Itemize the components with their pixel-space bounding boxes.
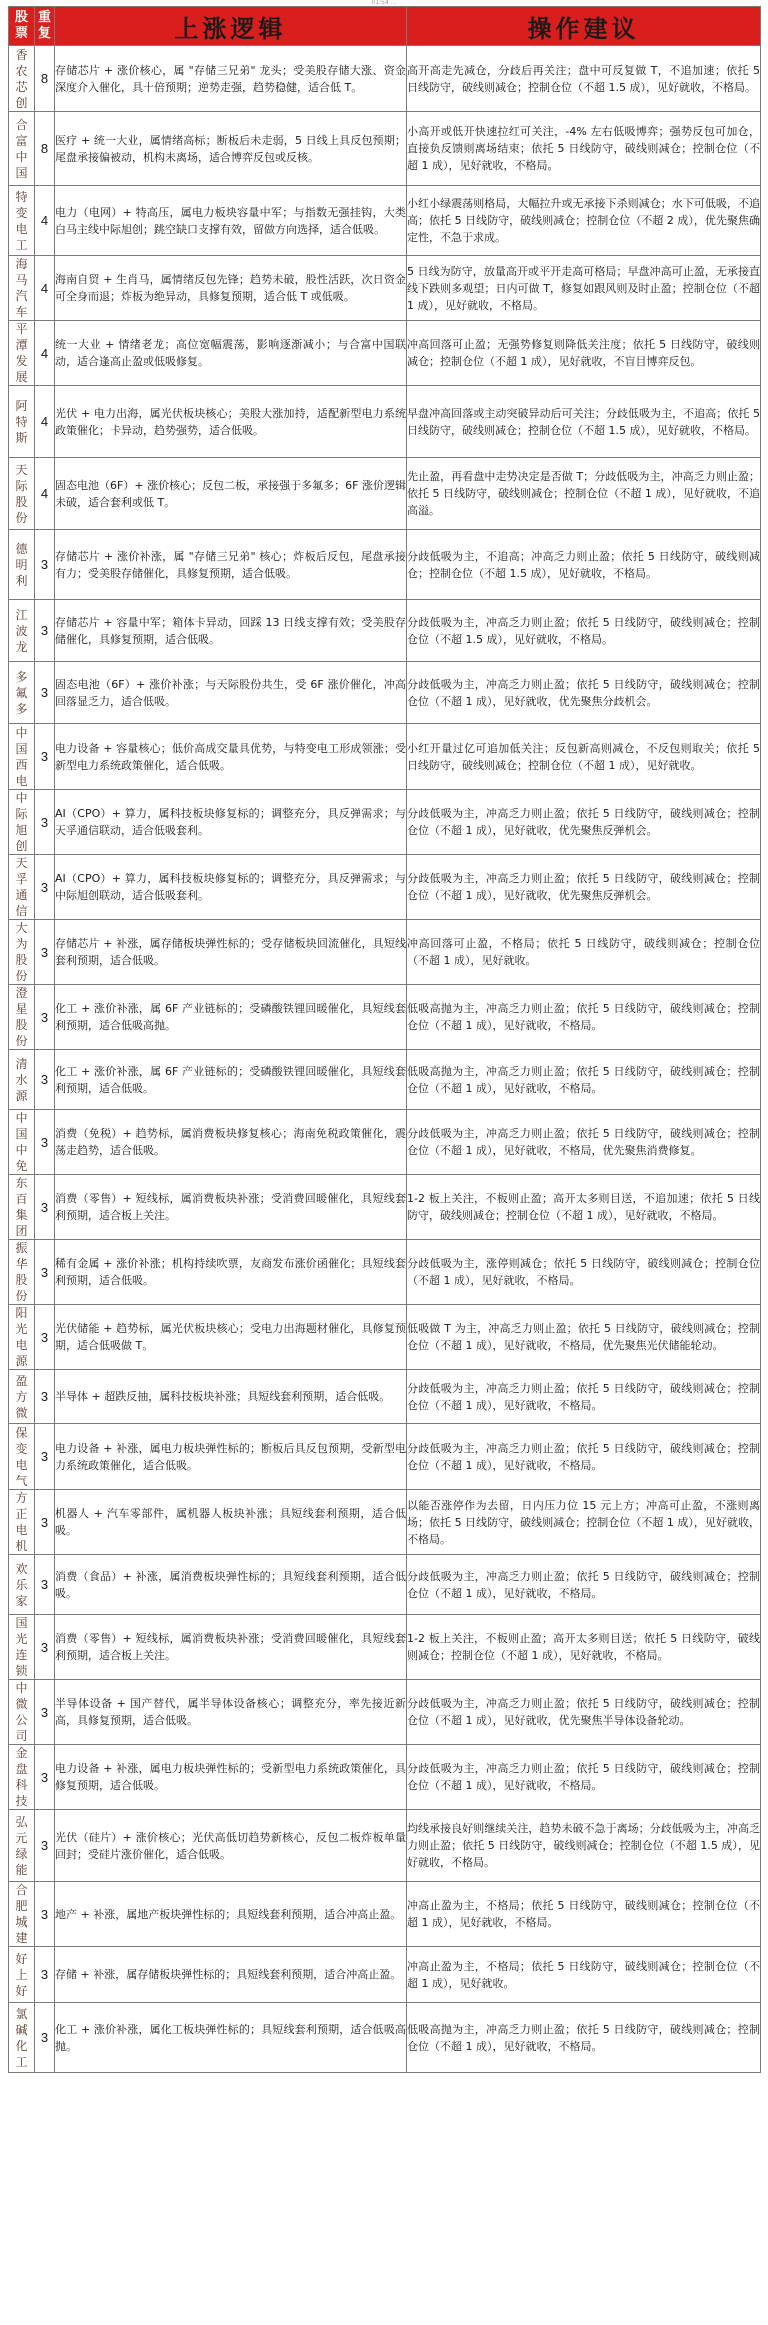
advice-text: 低吸高抛为主，冲高乏力则止盈；依托 5 日线防守，破线则减仓；控制仓位（不超 1 成），见好就收，不格局。: [407, 985, 761, 1050]
stock-name: 金盘科技: [15, 1746, 28, 1808]
advice-text: 冲高止盈为主，不格局；依托 5 日线防守，破线则减仓；控制仓位（不超 1 成），见好就收。: [407, 1947, 761, 2003]
reason-text: 消费（零售）+ 短线标，属消费板块补涨；受消费回暖催化，具短线套利预期，适合板上关注。: [55, 1615, 407, 1680]
stock-name: 国光连锁: [15, 1616, 28, 1678]
stock-name: 氯碱化工: [15, 2006, 28, 2069]
table-header-row: [9, 7, 761, 46]
stock-name: 弘元绿能: [15, 1814, 28, 1877]
reason-text: 电力设备 + 补涨，属电力板块弹性标的；受新型电力系统政策催化，具修复预期，适合低吸。: [55, 1745, 407, 1810]
advice-text: 小红开量过亿可追加低关注；反包新高则减仓，不反包则取关；依托 5 日线防守，破线则减仓；控制仓位（不超 1 成），见好就收。: [407, 724, 761, 790]
top-watermark: 01:54 …: [371, 0, 397, 6]
reason-text: 光伏 + 电力出海，属光伏板块核心；美股大涨加持，适配新型电力系统政策催化；卡异动，趋势强势，适合低吸。: [55, 386, 407, 458]
reason-text: 电力设备 + 补涨，属电力板块弹性标的；断板后具反包预期，受新型电力系统政策催化，适合低吸。: [55, 1424, 407, 1490]
reason-text: 半导体 + 超跌反抽，属科技板块补涨；具短线套利预期，适合低吸。: [55, 1370, 407, 1424]
table-row: [9, 321, 761, 386]
table-row: [9, 1305, 761, 1370]
repeat-count: 3: [35, 1555, 55, 1615]
advice-text: 分歧低吸为主，冲高乏力则止盈；依托 5 日线防守，破线则减仓；控制仓位（不超 1 成），见好就收，优先聚焦反弹机会。: [407, 855, 761, 920]
stock-name-cell: [9, 530, 35, 600]
stock-name: 中国中免: [15, 1111, 28, 1173]
advice-text: 1-2 板上关注，不板则止盈；高开太多则目送，不追加速；依托 5 日线防守，破线则减仓；控制仓位（不超 1 成），见好就收，不格局。: [407, 1175, 761, 1240]
stock-name-cell: [9, 1555, 35, 1615]
stock-name-cell: [9, 1424, 35, 1490]
stock-name-cell: [9, 2003, 35, 2073]
stock-name: 东百集团: [15, 1176, 28, 1238]
repeat-count: 3: [35, 920, 55, 985]
repeat-count: 4: [35, 186, 55, 256]
table-row: [9, 1490, 761, 1555]
advice-text: 1-2 板上关注，不板则止盈；高开太多则目送；依托 5 日线防守，破线则减仓；控制仓位（不超 1 成），见好就收，不格局。: [407, 1615, 761, 1680]
stock-name-cell: [9, 112, 35, 186]
advice-text: 低吸高抛为主，冲高乏力则止盈；依托 5 日线防守，破线则减仓；控制仓位（不超 1 成），见好就收，不格局。: [407, 2003, 761, 2073]
stock-name-cell: [9, 1175, 35, 1240]
stock-name: 中国西电: [15, 725, 28, 788]
table-body: [9, 46, 761, 2073]
stock-name-cell: [9, 985, 35, 1050]
stock-name-cell: [9, 1305, 35, 1370]
repeat-count: 8: [35, 46, 55, 112]
stock-name: 大为股份: [15, 921, 28, 983]
table-row: [9, 1947, 761, 2003]
reason-text: 稀有金属 + 涨价补涨；机构持续吹票，友商发布涨价函催化；具短线套利预期，适合低吸。: [55, 1240, 407, 1305]
reason-text: 消费（食品）+ 补涨，属消费板块弹性标的；具短线套利预期，适合低吸。: [55, 1555, 407, 1615]
repeat-count: 3: [35, 1240, 55, 1305]
stock-name-cell: [9, 1947, 35, 2003]
stock-name-cell: [9, 1240, 35, 1305]
table-row: [9, 662, 761, 724]
repeat-count: 3: [35, 2003, 55, 2073]
stock-name: 江波龙: [15, 607, 28, 654]
stock-name-cell: [9, 1050, 35, 1110]
repeat-count: 3: [35, 1175, 55, 1240]
stock-name: 多氟多: [15, 669, 28, 716]
repeat-count: 3: [35, 1110, 55, 1175]
stock-name-cell: [9, 1882, 35, 1947]
repeat-count: 3: [35, 600, 55, 662]
repeat-count: 3: [35, 1810, 55, 1882]
table-row: [9, 186, 761, 256]
reason-text: 半导体设备 + 国产替代，属半导体设备核心；调整充分，率先接近新高，具修复预期，适合低吸。: [55, 1680, 407, 1745]
repeat-count: 3: [35, 1947, 55, 2003]
stock-name: 好上好: [15, 1951, 28, 1998]
table-row: [9, 1810, 761, 1882]
stock-name-cell: [9, 1810, 35, 1882]
stock-name-cell: [9, 46, 35, 112]
stock-name-cell: [9, 386, 35, 458]
repeat-count: 3: [35, 855, 55, 920]
reason-text: 统一大业 + 情绪老龙；高位宽幅震荡，影响逐渐减小；与合富中国联动，适合逢高止盈或低吸修复。: [55, 321, 407, 386]
advice-text: 高开高走先减仓，分歧后再关注；盘中可反复做 T，不追加速；依托 5 日线防守，破线则减仓；控制仓位（不超 1.5 成），见好就收，不格局。: [407, 46, 761, 112]
stock-name: 海马汽车: [15, 257, 28, 319]
table-row: [9, 1370, 761, 1424]
reason-text: 固态电池（6F）+ 涨价核心；反包二板，承接强于多氟多；6F 涨价逻辑未破，适合套利或低 T。: [55, 458, 407, 530]
reason-text: 存储 + 补涨，属存储板块弹性标的；具短线套利预期，适合冲高止盈。: [55, 1947, 407, 2003]
stock-name-cell: [9, 855, 35, 920]
stock-name: 盈方微: [15, 1373, 28, 1420]
table-row: [9, 1240, 761, 1305]
repeat-count: 4: [35, 458, 55, 530]
repeat-count: 3: [35, 1680, 55, 1745]
table-row: [9, 1680, 761, 1745]
reason-text: 医疗 + 统一大业，属情绪高标；断板后未走弱，5 日线上具反包预期；尾盘承接偏被动，机构未离场，适合博弈反包或反核。: [55, 112, 407, 186]
advice-text: 分歧低吸为主，不追高；冲高乏力则止盈；依托 5 日线防守，破线则减仓；控制仓位（不超 1.5 成），见好就收，不格局。: [407, 530, 761, 600]
repeat-count: 3: [35, 1882, 55, 1947]
stock-name: 阳光电源: [15, 1306, 28, 1368]
advice-text: 分歧低吸为主，冲高乏力则止盈；依托 5 日线防守，破线则减仓；控制仓位（不超 1 成），见好就收，不格局。: [407, 1424, 761, 1490]
table-row: [9, 790, 761, 855]
stock-name-cell: [9, 1680, 35, 1745]
stock-name-cell: [9, 790, 35, 855]
stock-name-cell: [9, 321, 35, 386]
stock-name: 天际股份: [15, 462, 28, 525]
reason-text: 化工 + 涨价补涨，属 6F 产业链标的；受磷酸铁锂回暖催化，具短线套利预期，适合低吸。: [55, 1050, 407, 1110]
reason-text: 电力设备 + 容量核心；低价高成交量具优势，与特变电工形成领涨；受新型电力系统政策催化，适合低吸。: [55, 724, 407, 790]
repeat-count: 4: [35, 321, 55, 386]
repeat-count: 3: [35, 1615, 55, 1680]
reason-text: 海南自贸 + 生肖马，属情绪反包先锋；趋势未破，股性活跃，次日资金可全身而退；炸板为绝异动，具修复预期，适合低 T 或低吸。: [55, 256, 407, 321]
repeat-count: 3: [35, 724, 55, 790]
stock-name: 阿特斯: [15, 398, 28, 445]
stock-name: 香农芯创: [15, 47, 28, 110]
table-row: [9, 112, 761, 186]
stock-table: [8, 6, 761, 2073]
advice-text: 先止盈，再看盘中走势决定是否做 T；分歧低吸为主，冲高乏力则止盈；依托 5 日线防守，破线则减仓；控制仓位（不超 1 成），见好就收，不追高溢。: [407, 458, 761, 530]
stock-name: 欢乐家: [15, 1561, 28, 1608]
table-row: [9, 920, 761, 985]
advice-text: 分歧低吸为主，涨停则减仓；依托 5 日线防守，破线则减仓；控制仓位（不超 1 成），见好就收，不格局。: [407, 1240, 761, 1305]
stock-name: 中际旭创: [15, 791, 28, 853]
reason-text: 存储芯片 + 涨价核心，属 "存储三兄弟" 龙头；受美股存储大涨、资金深度介入催化，具十倍预期；逆势走强，趋势稳健，适合低 T。: [55, 46, 407, 112]
table-row: [9, 256, 761, 321]
advice-text: 分歧低吸为主，冲高乏力则止盈；依托 5 日线防守，破线则减仓；控制仓位（不超 1.5 成），见好就收，不格局。: [407, 600, 761, 662]
stock-name: 振华股份: [15, 1241, 28, 1303]
repeat-count: 3: [35, 1050, 55, 1110]
advice-text: 早盘冲高回落或主动突破异动后可关注；分歧低吸为主，不追高；依托 5 日线防守，破线则减仓；控制仓位（不超 1.5 成），见好就收，不格局。: [407, 386, 761, 458]
reason-text: 存储芯片 + 容量中军；箱体卡异动，回踩 13 日线支撑有效；受美股存储催化，具修复预期，适合低吸。: [55, 600, 407, 662]
stock-name-cell: [9, 1745, 35, 1810]
advice-text: 分歧低吸为主，冲高乏力则止盈；依托 5 日线防守，破线则减仓；控制仓位（不超 1 成），见好就收，优先聚焦半导体设备轮动。: [407, 1680, 761, 1745]
table-row: [9, 1882, 761, 1947]
repeat-count: 3: [35, 790, 55, 855]
reason-text: 消费（零售）+ 短线标，属消费板块补涨；受消费回暖催化，具短线套利预期，适合板上关注。: [55, 1175, 407, 1240]
stock-name-cell: [9, 1370, 35, 1424]
advice-text: 5 日线为防守，放量高开或平开走高可格局；早盘冲高可止盈，无承接直线下跌则多观望；日内可做 T，修复如跟风则及时止盈；控制仓位（不超 1 成），见好就收，不格局。: [407, 256, 761, 321]
repeat-count: 4: [35, 256, 55, 321]
advice-text: 小红小绿震荡则格局，大幅拉升或无承接下杀则减仓；水下可低吸，不追高；依托 5 日线防守，破线则减仓；控制仓位（不超 2 成），优先聚焦确定性，不急于求成。: [407, 186, 761, 256]
advice-text: 冲高止盈为主，不格局；依托 5 日线防守，破线则减仓；控制仓位（不超 1 成），见好就收，不格局。: [407, 1882, 761, 1947]
table-row: [9, 1745, 761, 1810]
table-row: [9, 1424, 761, 1490]
stock-name-cell: [9, 600, 35, 662]
stock-name-cell: [9, 1110, 35, 1175]
advice-text: 冲高回落可止盈；无强势修复则降低关注度；依托 5 日线防守，破线则减仓；控制仓位（不超 1 成），见好就收，不盲目博弈反包。: [407, 321, 761, 386]
repeat-count: 3: [35, 530, 55, 600]
reason-text: AI（CPO）+ 算力，属科技板块修复标的；调整充分，具反弹需求；与中际旭创联动，适合低吸套利。: [55, 855, 407, 920]
reason-text: 消费（免税）+ 趋势标，属消费板块修复核心；海南免税政策催化，震荡走趋势，适合低吸。: [55, 1110, 407, 1175]
table-row: [9, 46, 761, 112]
stock-name: 方正电机: [15, 1491, 28, 1553]
table-row: [9, 1615, 761, 1680]
stock-name-cell: [9, 1615, 35, 1680]
advice-text: 分歧低吸为主，冲高乏力则止盈；依托 5 日线防守，破线则减仓；控制仓位（不超 1 成），见好就收，优先聚焦反弹机会。: [407, 790, 761, 855]
reason-text: 电力（电网）+ 特高压，属电力板块容量中军；与指数无强挂钩，大类白马主线中际旭创；跳空缺口支撑有效，留做方向选择，适合低吸。: [55, 186, 407, 256]
advice-text: 低吸做 T 为主，冲高乏力则止盈；依托 5 日线防守，破线则减仓；控制仓位（不超 1 成），见好就收，不格局，优先聚焦光伏储能轮动。: [407, 1305, 761, 1370]
stock-name-cell: [9, 920, 35, 985]
advice-text: 均线承接良好则继续关注，趋势未破不急于离场；分歧低吸为主，冲高乏力则止盈；依托 5 日线防守，破线则减仓；控制仓位（不超 1.5 成），见好就收，不格局。: [407, 1810, 761, 1882]
repeat-count: 3: [35, 1424, 55, 1490]
stock-name: 德明利: [15, 541, 28, 588]
reason-text: 存储芯片 + 补涨，属存储板块弹性标的；受存储板块回流催化，具短线套利预期，适合低吸。: [55, 920, 407, 985]
reason-text: 光伏（硅片）+ 涨价核心；光伏高低切趋势新核心，反包二板炸板单量回封；受硅片涨价催化，适合低吸。: [55, 1810, 407, 1882]
repeat-count: 3: [35, 985, 55, 1050]
table-row: [9, 855, 761, 920]
repeat-count: 3: [35, 1370, 55, 1424]
stock-name-cell: [9, 458, 35, 530]
stock-name-cell: [9, 724, 35, 790]
table-row: [9, 2003, 761, 2073]
advice-text: 分歧低吸为主，冲高乏力则止盈；依托 5 日线防守，破线则减仓；控制仓位（不超 1 成），见好就收，不格局，优先聚焦消费修复。: [407, 1110, 761, 1175]
table-row: [9, 1110, 761, 1175]
reason-text: 地产 + 补涨，属地产板块弹性标的；具短线套利预期，适合冲高止盈。: [55, 1882, 407, 1947]
stock-name: 澄星股份: [15, 986, 28, 1048]
repeat-count: 3: [35, 662, 55, 724]
table-row: [9, 985, 761, 1050]
repeat-count: 3: [35, 1305, 55, 1370]
header-advice: 操作建议: [407, 7, 761, 46]
advice-text: 低吸高抛为主，冲高乏力则止盈；依托 5 日线防守，破线则减仓；控制仓位（不超 1 成），见好就收，不格局。: [407, 1050, 761, 1110]
table-row: [9, 1175, 761, 1240]
advice-text: 分歧低吸为主，冲高乏力则止盈；依托 5 日线防守，破线则减仓；控制仓位（不超 1 成），见好就收，优先聚焦分歧机会。: [407, 662, 761, 724]
repeat-count: 3: [35, 1745, 55, 1810]
reason-text: AI（CPO）+ 算力，属科技板块修复标的；调整充分，具反弹需求；与天孚通信联动，适合低吸套利。: [55, 790, 407, 855]
reason-text: 固态电池（6F）+ 涨价补涨；与天际股份共生，受 6F 涨价催化，冲高回落显乏力，适合低吸。: [55, 662, 407, 724]
stock-name: 合富中国: [15, 117, 28, 180]
table-row: [9, 600, 761, 662]
stock-name-cell: [9, 186, 35, 256]
stock-name: 清水源: [15, 1056, 28, 1103]
header-reason: 上涨逻辑: [55, 7, 407, 46]
advice-text: 分歧低吸为主，冲高乏力则止盈；依托 5 日线防守，破线则减仓；控制仓位（不超 1 成），见好就收，不格局。: [407, 1555, 761, 1615]
advice-text: 冲高回落可止盈，不格局；依托 5 日线防守，破线则减仓；控制仓位（不超 1 成），见好就收。: [407, 920, 761, 985]
repeat-count: 8: [35, 112, 55, 186]
advice-text: 分歧低吸为主，冲高乏力则止盈；依托 5 日线防守，破线则减仓；控制仓位（不超 1 成），见好就收，不格局。: [407, 1370, 761, 1424]
table-row: [9, 1050, 761, 1110]
table-row: [9, 458, 761, 530]
reason-text: 存储芯片 + 涨价补涨，属 "存储三兄弟" 核心；炸板后反包，尾盘承接有力；受美股存储催化，具修复预期，适合低吸。: [55, 530, 407, 600]
stock-name-cell: [9, 1490, 35, 1555]
stock-name-cell: [9, 256, 35, 321]
header-repeat: 重复: [35, 7, 55, 46]
header-stock: 股票: [9, 7, 35, 46]
repeat-count: 4: [35, 386, 55, 458]
stock-name: 合肥城建: [15, 1883, 28, 1945]
stock-name: 平潭发展: [15, 322, 28, 384]
stock-name: 天孚通信: [15, 856, 28, 918]
reason-text: 化工 + 涨价补涨，属 6F 产业链标的；受磷酸铁锂回暖催化，具短线套利预期，适合低吸高抛。: [55, 985, 407, 1050]
advice-text: 以能否涨停作为去留，日内压力位 15 元上方；冲高可止盈，不涨则离场；依托 5 日线防守，破线则减仓；控制仓位（不超 1 成），见好就收，不格局。: [407, 1490, 761, 1555]
table-row: [9, 724, 761, 790]
reason-text: 化工 + 涨价补涨，属化工板块弹性标的；具短线套利预期，适合低吸高抛。: [55, 2003, 407, 2073]
repeat-count: 3: [35, 1490, 55, 1555]
stock-name: 保变电气: [15, 1425, 28, 1488]
stock-name: 中微公司: [15, 1681, 28, 1743]
reason-text: 光伏储能 + 趋势标，属光伏板块核心；受电力出海题材催化，具修复预期，适合低吸做 T。: [55, 1305, 407, 1370]
advice-text: 小高开或低开快速拉红可关注，-4% 左右低吸博弈；强势反包可加仓，直接负反馈则离场结束；依托 5 日线防守，破线则减仓；控制仓位（不超 1 成），见好就收，不格局。: [407, 112, 761, 186]
reason-text: 机器人 + 汽车零部件，属机器人板块补涨；具短线套利预期，适合低吸。: [55, 1490, 407, 1555]
table-row: [9, 1555, 761, 1615]
stock-name: 特变电工: [15, 189, 28, 252]
stock-name-cell: [9, 662, 35, 724]
advice-text: 分歧低吸为主，冲高乏力则止盈；依托 5 日线防守，破线则减仓；控制仓位（不超 1 成），见好就收，不格局。: [407, 1745, 761, 1810]
table-row: [9, 530, 761, 600]
table-row: [9, 386, 761, 458]
